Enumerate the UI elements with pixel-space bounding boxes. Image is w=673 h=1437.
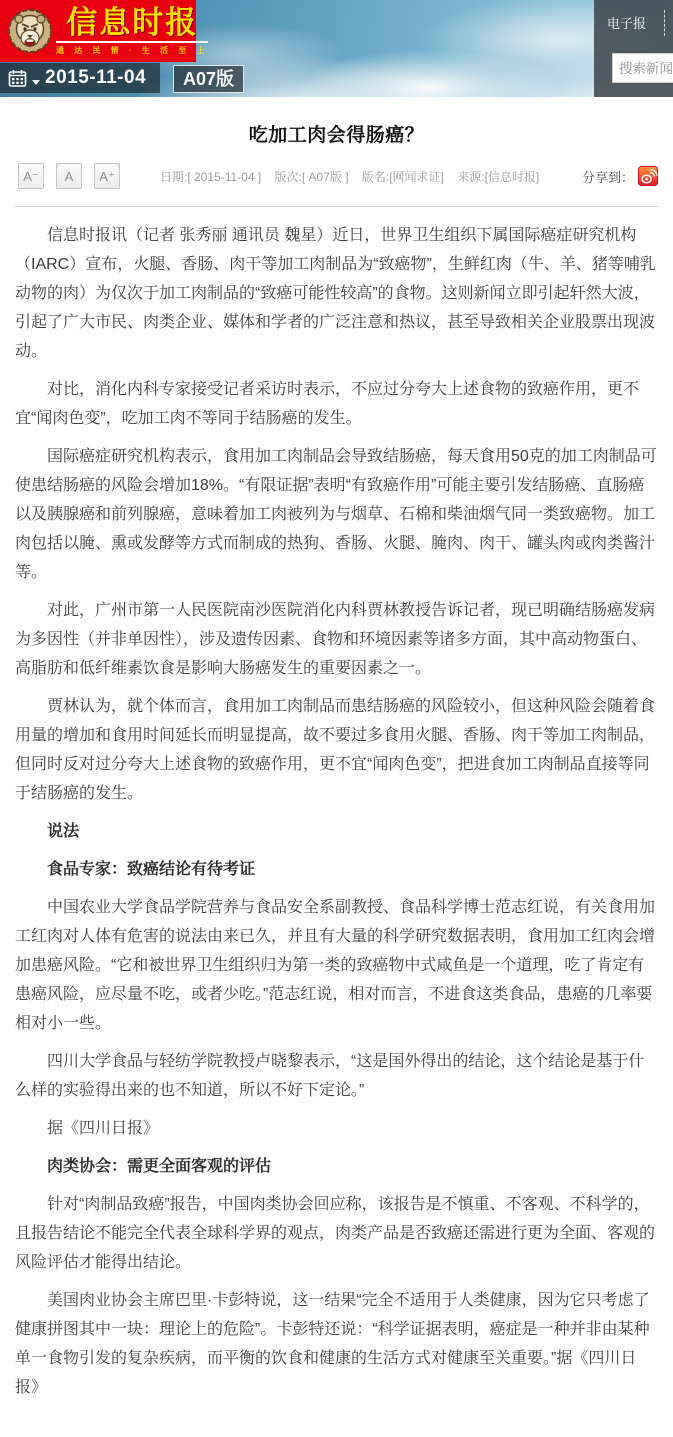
epaper-link[interactable]: 电子报 [607,16,647,31]
share-bar [582,166,658,186]
article-paragraph: 信息时报讯（记者 张秀丽 通讯员 魏星）近日，世界卫生组织下属国际癌症研究机构（IARC）宣布，火腿、香肠、肉干等加工肉制品为“致癌物”，生鲜红肉（牛、羊、猪等哺乳动物的肉）为仅次于加工肉制品的“致癌可能性较高”的食物。这则新闻立即引起轩然大波，引起了广大市民、肉类企业、媒体和学者的广泛注意和热议，甚至导致相关企业股票出现波动。 [15,227,656,360]
weibo-share-icon[interactable] [638,166,658,186]
article-paragraph: 四川大学食品与轻纺学院教授卢晓黎表示，“这是国外得出的结论，这个结论是基于什么样的实验得出来的也不知道，所以不好下定论。” [15,1053,645,1099]
section-heading: 肉类协会：需更全面客观的评估 [47,1158,272,1175]
article-paragraph: 中国农业大学食品学院营养与食品安全系副教授、食品科学博士范志红说，有关食用加工红肉对人体有危害的说法由来已久，并且有大量的科学研究数据表明，食用加工红肉会增加患癌风险。“它和被世界卫生组织归为第一类的致癌物中式咸鱼是一个道理，吃了肯定有患癌风险，应尽量不吃，或者少吃。”范志红说，相对而言，不进食这类食品，患癌的几率要相对小一些。 [15,899,656,1032]
article [0,120,673,1437]
issue-date: 2015-11-04 [45,67,147,88]
section-heading: 说法 [47,823,80,840]
article-meta [155,168,543,185]
caret-down-icon [32,80,40,85]
share-label: 分享到： [581,169,634,185]
font-reset-button[interactable]: A [56,163,82,189]
calendar-icon [8,69,27,88]
article-body [0,207,673,1437]
lion-mascot-icon [4,3,56,59]
meta-date: 日期:[ 2015-11-04 ] [160,170,262,184]
date-selector[interactable] [0,63,160,93]
font-larger-button[interactable]: A⁺ [94,163,120,189]
article-paragraph: 据《四川日报》 [47,1120,160,1137]
section-heading: 食品专家：致癌结论有待考证 [47,861,256,878]
brand-name: 信息时报 [66,4,199,40]
article-title: 吃加工肉会得肠癌？ [248,125,425,146]
article-paragraph: 美国肉业协会主席巴里·卡彭特说，这一结果“完全不适用于人类健康，因为它只考虑了健康拼图其中一块：理论上的危险”。卡彭特还说：“科学证据表明，癌症是一种并非由某种单一食物引发的复杂疾病，而平衡的饮食和健康的生活方式对健康至关重要。”据《四川日报》 [15,1292,650,1396]
article-paragraph: 对此，广州市第一人民医院南沙医院消化内科贾林教授告诉记者，现已明确结肠癌发病为多因性（并非单因性），涉及遗传因素、食物和环境因素等诸多方面，其中高动物蛋白、高脂肪和低纤维素饮食是影响大肠癌发生的重要因素之一。 [15,602,656,677]
site-header [0,0,673,97]
brand-text [56,4,209,56]
brand-tagline: 通 达 民 情 · 生 活 至 上 [56,41,208,56]
meta-source: 来源:[信息时报] [457,170,540,184]
meta-section: 版名:[网闻求证] [361,170,444,184]
dashed-divider [664,10,665,36]
font-size-controls [18,163,120,189]
article-paragraph: 针对“肉制品致癌”报告，中国肉类协会回应称，该报告是不慎重、不客观、不科学的，且报告结论不能完全代表全球科学界的观点，肉类产品是否致癌还需进行更为全面、客观的风险评估才能得出结论。 [15,1196,656,1271]
font-smaller-button[interactable]: A⁻ [18,163,44,189]
brand-logo[interactable] [0,0,209,62]
search-input[interactable] [612,53,673,83]
meta-row [15,162,658,196]
article-paragraph: 对比，消化内科专家接受记者采访时表示，不应过分夸大上述食物的致癌作用，更不宜“闻肉色变”，吃加工肉不等同于结肠癌的发生。 [15,381,640,427]
article-paragraph: 国际癌症研究机构表示，食用加工肉制品会导致结肠癌，每天食用50克的加工肉制品可使患结肠癌的风险会增加18%。“有限证据”表明“有致癌作用”可能主要引发结肠癌、直肠癌以及胰腺癌和前列腺癌，意味着加工肉被列为与烟草、石棉和柴油烟气同一类致癌物。加工肉包括以腌、熏或发酵等方式而制成的热狗、香肠、火腿、腌肉、肉干、罐头肉或肉类酱汁等。 [15,448,657,581]
header-right-panel [594,0,673,97]
article-paragraph: 贾林认为，就个体而言，食用加工肉制品而患结肠癌的风险较小，但这种风险会随着食用量的增加和食用时间延长而明显提高，故不要过多食用火腿、香肠、肉干等加工肉制品，但同时反对过分夸大上述食物的致癌作用，更不宜“闻肉色变”，把进食加工肉制品直接等同于结肠癌的发生。 [15,698,656,802]
meta-edition: 版次:[ A07版 ] [274,170,349,184]
edition-badge[interactable]: A07版 [173,65,244,93]
